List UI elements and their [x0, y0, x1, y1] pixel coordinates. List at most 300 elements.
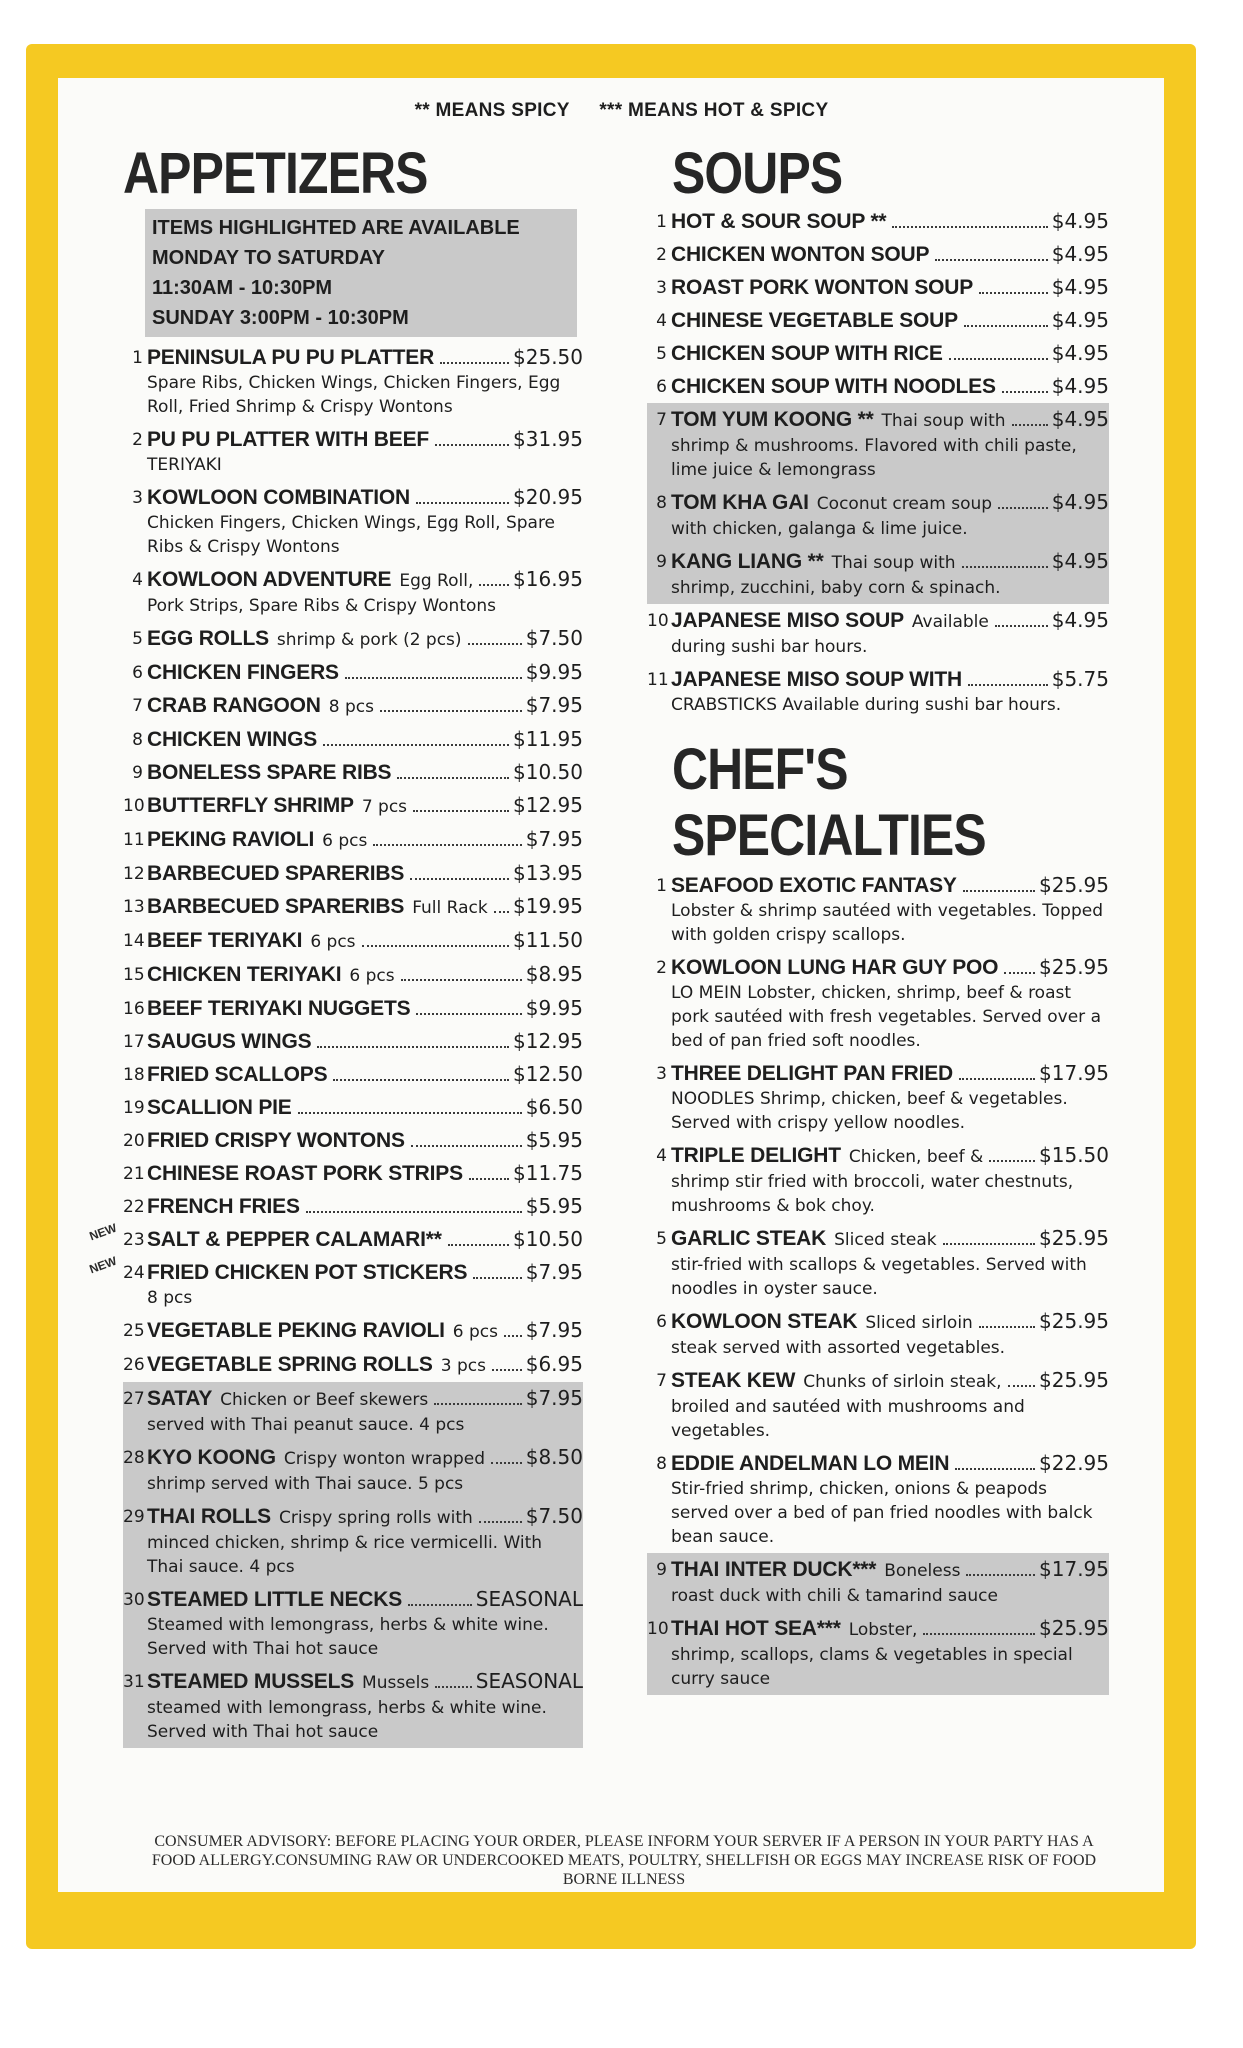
item-header-row: [671, 486, 1109, 520]
item-body: [147, 563, 583, 622]
item-price: $4.95: [1051, 549, 1109, 573]
item-number: 11: [647, 670, 669, 690]
item-header-row: [671, 869, 1109, 902]
item-description: served with Thai peanut sauce. 4 pcs: [147, 1415, 465, 1435]
item-header-row: [671, 337, 1109, 370]
dot-leader: [964, 325, 1048, 327]
item-number: 9: [656, 1560, 667, 1580]
item-name: SATAY: [147, 1387, 213, 1410]
item-header-row: [147, 723, 583, 756]
menu-item: [123, 857, 583, 890]
dot-leader: [1012, 424, 1048, 426]
item-number: 20: [123, 1131, 145, 1151]
item-body: [147, 1665, 583, 1748]
item-price: $4.95: [1051, 341, 1109, 365]
menu-item: [123, 1348, 583, 1382]
item-header-row: [147, 924, 583, 958]
right-column: [647, 143, 1109, 1695]
spice-legend: [0, 100, 1243, 122]
item-description: Lobster & shrimp sautéed with vegetables. Topped with golden crispy scallops.: [671, 901, 1104, 945]
item-description: Spare Ribs, Chicken Wings, Chicken Fingers, Egg Roll, Fried Shrimp & Crispy Wontons: [147, 373, 561, 417]
item-price: $17.95: [1039, 1061, 1109, 1085]
item-number: 19: [123, 1098, 145, 1118]
dot-leader: [416, 502, 509, 504]
item-body: [147, 924, 583, 958]
dot-leader: [468, 643, 522, 645]
item-number: 5: [132, 629, 143, 649]
item-price: $5.75: [1051, 667, 1109, 691]
availability-line: MONDAY TO SATURDAY: [152, 247, 386, 269]
dot-leader: [1008, 1385, 1035, 1387]
menu-item: [123, 1314, 583, 1348]
menu-item: [123, 789, 583, 823]
item-inline-note: Crispy spring rolls with: [279, 1508, 473, 1528]
dot-leader: [1004, 972, 1035, 974]
item-header-row: [671, 238, 1109, 271]
item-price: $20.95: [513, 485, 583, 509]
dot-leader: [306, 1211, 522, 1213]
item-name: FRIED SCALLOPS: [147, 1063, 328, 1086]
item-description: with chicken, galanga & lime juice.: [671, 519, 968, 539]
item-name: TOM KHA GAI: [671, 491, 809, 514]
item-number: 27: [123, 1389, 145, 1409]
item-header-row: [671, 205, 1109, 238]
item-price: $7.95: [525, 827, 583, 851]
menu-item: [123, 1124, 583, 1157]
item-price: $25.95: [1039, 1309, 1109, 1333]
item-body: [147, 622, 583, 656]
item-name: HOT & SOUR SOUP **: [671, 210, 887, 233]
item-header-row: [147, 1441, 583, 1475]
item-header-row: [147, 689, 583, 723]
item-body: [147, 1025, 583, 1058]
item-number: 15: [123, 965, 145, 985]
dot-leader: [435, 444, 509, 446]
item-header-row: [671, 271, 1109, 304]
item-name: VEGETABLE PEKING RAVIOLI: [147, 1319, 445, 1342]
dot-leader: [979, 292, 1048, 294]
item-price: $7.95: [525, 1318, 583, 1342]
item-body: [671, 1222, 1109, 1305]
item-name: GARLIC STEAK: [671, 1227, 827, 1250]
item-price: $25.95: [1039, 1226, 1109, 1250]
dot-leader: [963, 890, 1035, 892]
item-number: 4: [132, 570, 143, 590]
item-name: ROAST PORK WONTON SOUP: [671, 276, 974, 299]
item-description: steamed with lemongrass, herbs & white wine. Served with Thai hot sauce: [147, 1698, 547, 1742]
dot-leader: [408, 1604, 472, 1606]
availability-line: ITEMS HIGHLIGHTED ARE AVAILABLE: [152, 217, 520, 239]
item-price: $8.50: [525, 1445, 583, 1469]
item-name: JAPANESE MISO SOUP WITH: [671, 668, 962, 691]
item-price: $9.95: [525, 996, 583, 1020]
item-header-row: [147, 890, 583, 924]
item-name: EDDIE ANDELMAN LO MEIN: [671, 1452, 950, 1475]
item-inline-note: 6 pcs: [349, 966, 395, 986]
dot-leader: [448, 1244, 509, 1246]
item-body: [671, 1139, 1109, 1222]
item-header-row: [147, 857, 583, 890]
item-body: [671, 869, 1109, 951]
consumer-advisory: CONSUMER ADVISORY: BEFORE PLACING YOUR ORDER, PLEASE INFORM YOUR SERVER IF A PERSON IN YOUR PARTY HAS A FOOD ALLERGY.CONSUMING RAW OR UNDERCOOKED MEATS, POULTRY, SHELLFISH OR EGGS MAY INCREASE RISK OF FOOD BORNE ILLNESS: [151, 1833, 1097, 1888]
item-inline-note: Full Rack: [412, 898, 488, 918]
item-body: [671, 1612, 1109, 1695]
dot-leader: [962, 566, 1048, 568]
item-inline-note: 3 pcs: [440, 1356, 486, 1376]
item-inline-note: Chunks of sirloin steak,: [803, 1372, 1002, 1392]
item-price: $16.95: [513, 567, 583, 591]
item-body: [671, 238, 1109, 271]
item-body: [147, 1348, 583, 1382]
item-price: $25.95: [1039, 1368, 1109, 1392]
item-price: $6.50: [525, 1095, 583, 1119]
dot-leader: [345, 677, 522, 679]
item-body: [147, 890, 583, 924]
dot-leader: [411, 1145, 522, 1147]
chefs-specialties-title: [647, 737, 1044, 869]
item-header-row: [147, 958, 583, 992]
item-price: $4.95: [1051, 242, 1109, 266]
menu-item: [123, 622, 583, 656]
menu-item: [647, 1222, 1109, 1305]
item-number: 6: [656, 1312, 667, 1332]
dot-leader: [397, 777, 509, 779]
item-description: shrimp, scallops, clams & vegetables in special curry sauce: [671, 1645, 1073, 1689]
menu-item: [647, 1364, 1109, 1447]
item-header-row: [671, 1305, 1109, 1339]
availability-line: 11:30AM - 10:30PM: [152, 277, 333, 299]
soups-title: SOUPS: [671, 141, 843, 206]
item-name: STEAMED LITTLE NECKS: [147, 1588, 403, 1611]
item-inline-note: Coconut cream soup: [816, 494, 993, 514]
item-header-row: [147, 756, 583, 789]
item-body: [147, 789, 583, 823]
dot-leader: [943, 1243, 1035, 1245]
dot-leader: [989, 1160, 1035, 1162]
item-body: [671, 663, 1109, 721]
item-name: CHINESE ROAST PORK STRIPS: [147, 1162, 463, 1185]
item-body: [147, 756, 583, 789]
item-name: CRAB RANGOON: [147, 694, 321, 717]
item-price: $12.95: [513, 1029, 583, 1053]
item-price: $12.95: [513, 793, 583, 817]
item-description: shrimp served with Thai sauce. 5 pcs: [147, 1474, 464, 1494]
menu-item: [647, 1553, 1109, 1612]
dot-leader: [479, 584, 509, 586]
chefs-title-line: CHEF'S: [671, 737, 848, 802]
item-name: KANG LIANG **: [671, 550, 824, 573]
menu-item: [647, 869, 1109, 951]
item-body: [147, 656, 583, 689]
item-header-row: [147, 1314, 583, 1348]
menu-item: [647, 604, 1109, 663]
item-description: shrimp stir fried with broccoli, water chestnuts, mushrooms & bok choy.: [671, 1172, 1074, 1216]
item-header-row: [147, 1256, 583, 1289]
item-name: THAI ROLLS: [147, 1505, 271, 1528]
chefs-title-line: SPECIALTIES: [671, 803, 986, 868]
menu-item: [647, 205, 1109, 238]
item-name: PENINSULA PU PU PLATTER: [147, 346, 435, 369]
item-header-row: [147, 656, 583, 689]
dot-leader: [323, 744, 509, 746]
item-price: $5.95: [525, 1194, 583, 1218]
item-number: 1: [132, 348, 143, 368]
item-number: 17: [123, 1032, 145, 1052]
dot-leader: [401, 979, 522, 981]
item-body: [671, 486, 1109, 545]
item-number: 21: [123, 1164, 145, 1184]
item-body: [671, 337, 1109, 370]
item-body: [147, 1157, 583, 1190]
dot-leader: [410, 878, 509, 880]
item-description: shrimp & mushrooms. Flavored with chili paste, lime juice & lemongrass: [671, 436, 1077, 480]
item-name: BEEF TERIYAKI: [147, 929, 303, 952]
item-inline-note: Sliced sirloin: [865, 1313, 973, 1333]
dot-leader: [380, 710, 522, 712]
item-number: 1: [656, 876, 667, 896]
item-body: [671, 545, 1109, 604]
item-price: $6.95: [525, 1352, 583, 1376]
menu-item: [123, 1441, 583, 1500]
item-body: [671, 370, 1109, 403]
menu-item: [123, 481, 583, 563]
item-name: STEAK KEW: [671, 1369, 796, 1392]
menu-item: [647, 486, 1109, 545]
dot-leader: [995, 625, 1048, 627]
dot-leader: [434, 1403, 521, 1405]
item-description: Steamed with lemongrass, herbs & white wine. Served with Thai hot sauce: [147, 1615, 549, 1659]
menu-item: [87, 1220, 583, 1256]
item-description: broiled and sautéed with mushrooms and vegetables.: [671, 1397, 1025, 1441]
item-price: $19.95: [513, 894, 583, 918]
item-header-row: [147, 1223, 583, 1256]
item-inline-note: 6 pcs: [452, 1322, 499, 1342]
item-header-row: [671, 1364, 1109, 1398]
item-body: [147, 1314, 583, 1348]
item-number: 26: [123, 1355, 145, 1375]
dot-leader: [435, 1686, 472, 1688]
item-price: $25.95: [1039, 955, 1109, 979]
item-number: 18: [123, 1065, 145, 1085]
item-description: LO MEIN Lobster, chicken, shrimp, beef & roast pork sautéed with fresh vegetables. Served over a bed of pan fried soft noodles.: [671, 983, 1101, 1051]
dot-leader: [935, 259, 1047, 261]
item-body: [147, 958, 583, 992]
item-description: Stir-fried shrimp, chicken, onions & peapods served over a bed of pan fried noodles with balck bean sauce.: [671, 1479, 1093, 1547]
item-description: NOODLES Shrimp, chicken, beef & vegetables. Served with crispy yellow noodles.: [671, 1089, 1068, 1133]
item-number: 9: [132, 763, 143, 783]
item-inline-note: Egg Roll,: [399, 571, 474, 591]
dot-leader: [959, 1078, 1035, 1080]
item-name: FRIED CRISPY WONTONS: [147, 1129, 405, 1152]
item-number: 1: [656, 212, 667, 232]
item-number: 8: [656, 493, 667, 513]
menu-item: [123, 823, 583, 857]
item-body: [147, 1190, 583, 1223]
item-description: shrimp, zucchini, baby corn & spinach.: [671, 578, 1001, 598]
dot-leader: [955, 1468, 1035, 1470]
item-inline-note: Lobster,: [848, 1620, 918, 1640]
item-number: 2: [656, 245, 667, 265]
item-number: 7: [132, 696, 143, 716]
dot-leader: [492, 1369, 522, 1371]
item-inline-note: Thai soup with: [831, 553, 956, 573]
item-header-row: [147, 341, 583, 374]
item-price: $11.50: [513, 928, 583, 952]
item-body: [147, 1256, 583, 1314]
item-body: [147, 689, 583, 723]
item-header-row: [147, 1157, 583, 1190]
item-number: 14: [123, 931, 145, 951]
item-description: Chicken Fingers, Chicken Wings, Egg Roll, Spare Ribs & Crispy Wontons: [147, 513, 556, 557]
item-price: $5.95: [525, 1128, 583, 1152]
item-header-row: [671, 1553, 1109, 1587]
item-body: [671, 271, 1109, 304]
item-body: [671, 1305, 1109, 1364]
item-price: $25.95: [1039, 1616, 1109, 1640]
item-header-row: [671, 1612, 1109, 1646]
item-number: 7: [656, 1371, 667, 1391]
item-number: 28: [123, 1448, 145, 1468]
item-inline-note: 8 pcs: [328, 697, 374, 717]
item-header-row: [147, 1583, 583, 1616]
item-number: 10: [123, 796, 145, 816]
item-inline-note: Boneless: [884, 1561, 961, 1581]
item-inline-note: Crispy wonton wrapped: [283, 1449, 486, 1469]
item-header-row: [147, 622, 583, 656]
item-inline-note: Sliced steak: [834, 1230, 937, 1250]
item-name: CHICKEN FINGERS: [147, 661, 339, 684]
dot-leader: [298, 1112, 522, 1114]
item-inline-note: 7 pcs: [361, 797, 408, 817]
item-price: SEASONAL: [475, 1669, 583, 1693]
dot-leader: [923, 1633, 1035, 1635]
item-name: BEEF TERIYAKI NUGGETS: [147, 997, 411, 1020]
menu-item: [647, 1305, 1109, 1364]
item-body: [671, 1057, 1109, 1139]
availability-line: SUNDAY 3:00PM - 10:30PM: [152, 307, 409, 329]
item-name: KOWLOON LUNG HAR GUY POO: [671, 956, 999, 979]
item-number: 9: [656, 552, 667, 572]
item-description: stir-fried with scallops & vegetables. Served with noodles in oyster sauce.: [671, 1255, 1087, 1299]
item-name: BARBECUED SPARERIBS: [147, 895, 405, 918]
menu-item: [123, 341, 583, 423]
menu-item: [647, 1447, 1109, 1553]
item-price: $4.95: [1051, 275, 1109, 299]
item-price: $10.50: [513, 760, 583, 784]
menu-item: [647, 238, 1109, 271]
menu-item: [123, 992, 583, 1025]
item-number: 8: [132, 730, 143, 750]
item-price: $31.95: [513, 427, 583, 451]
item-number: 10: [647, 611, 669, 631]
item-header-row: [147, 423, 583, 456]
item-header-row: [671, 1222, 1109, 1256]
item-header-row: [147, 1348, 583, 1382]
item-number: 24: [123, 1263, 145, 1283]
menu-item: [123, 1190, 583, 1223]
item-name: EGG ROLLS: [147, 627, 269, 650]
item-name: JAPANESE MISO SOUP: [671, 609, 904, 632]
item-price: $12.50: [513, 1062, 583, 1086]
menu-item: [123, 1058, 583, 1091]
menu-item: [647, 1139, 1109, 1222]
item-name: CHINESE VEGETABLE SOUP: [671, 309, 958, 332]
menu-item: [647, 545, 1109, 604]
item-price: $7.50: [525, 626, 583, 650]
item-header-row: [147, 1665, 583, 1699]
menu-item: [123, 924, 583, 958]
item-price: $8.95: [525, 962, 583, 986]
spicy-legend: ** MEANS SPICY: [414, 100, 570, 121]
item-description: Pork Strips, Spare Ribs & Crispy Wontons: [147, 596, 497, 616]
item-name: SAUGUS WINGS: [147, 1030, 312, 1053]
menu-item: [123, 1500, 583, 1583]
item-description: roast duck with chili & tamarind sauce: [671, 1586, 998, 1606]
item-body: [671, 205, 1109, 238]
item-name: KOWLOON STEAK: [671, 1310, 858, 1333]
menu-item: [123, 656, 583, 689]
item-price: $9.95: [525, 660, 583, 684]
menu-item: [123, 1091, 583, 1124]
item-number: 6: [656, 377, 667, 397]
item-name: BONELESS SPARE RIBS: [147, 761, 392, 784]
item-header-row: [147, 1025, 583, 1058]
menu-item: [647, 951, 1109, 1057]
item-inline-note: Available: [911, 612, 989, 632]
item-number: 5: [656, 1229, 667, 1249]
dot-leader: [333, 1079, 509, 1081]
dot-leader: [362, 945, 509, 947]
item-number: 5: [656, 344, 667, 364]
menu-item: [123, 563, 583, 622]
item-number: 6: [132, 663, 143, 683]
item-body: [147, 423, 583, 481]
item-number: 8: [656, 1454, 667, 1474]
item-body: [147, 1058, 583, 1091]
menu-item: [123, 723, 583, 756]
menu-item: [123, 756, 583, 789]
item-body: [671, 304, 1109, 337]
item-price: $22.95: [1039, 1451, 1109, 1475]
menu-item: [123, 1025, 583, 1058]
item-body: [147, 1500, 583, 1583]
item-name: VEGETABLE SPRING ROLLS: [147, 1353, 433, 1376]
soup-list: [647, 205, 1109, 721]
item-body: [147, 1583, 583, 1665]
item-body: [147, 1223, 583, 1256]
dot-leader: [479, 1521, 522, 1523]
menu-item: [647, 1057, 1109, 1139]
dot-leader: [413, 810, 509, 812]
dot-leader: [440, 362, 509, 364]
item-header-row: [147, 823, 583, 857]
new-badge: NEW: [87, 1253, 119, 1277]
item-description: CRABSTICKS Available during sushi bar hours.: [671, 695, 1062, 715]
item-price: $17.95: [1039, 1557, 1109, 1581]
dot-leader: [469, 1178, 509, 1180]
item-header-row: [147, 992, 583, 1025]
availability-note: [145, 209, 577, 337]
dot-leader: [373, 844, 521, 846]
menu-item: [123, 1665, 583, 1748]
dot-leader: [949, 358, 1048, 360]
item-body: [671, 1553, 1109, 1612]
item-number: 31: [123, 1672, 145, 1692]
item-price: $4.95: [1051, 407, 1109, 431]
item-header-row: [671, 370, 1109, 403]
menu-item: [123, 1583, 583, 1665]
item-header-row: [147, 1382, 583, 1416]
